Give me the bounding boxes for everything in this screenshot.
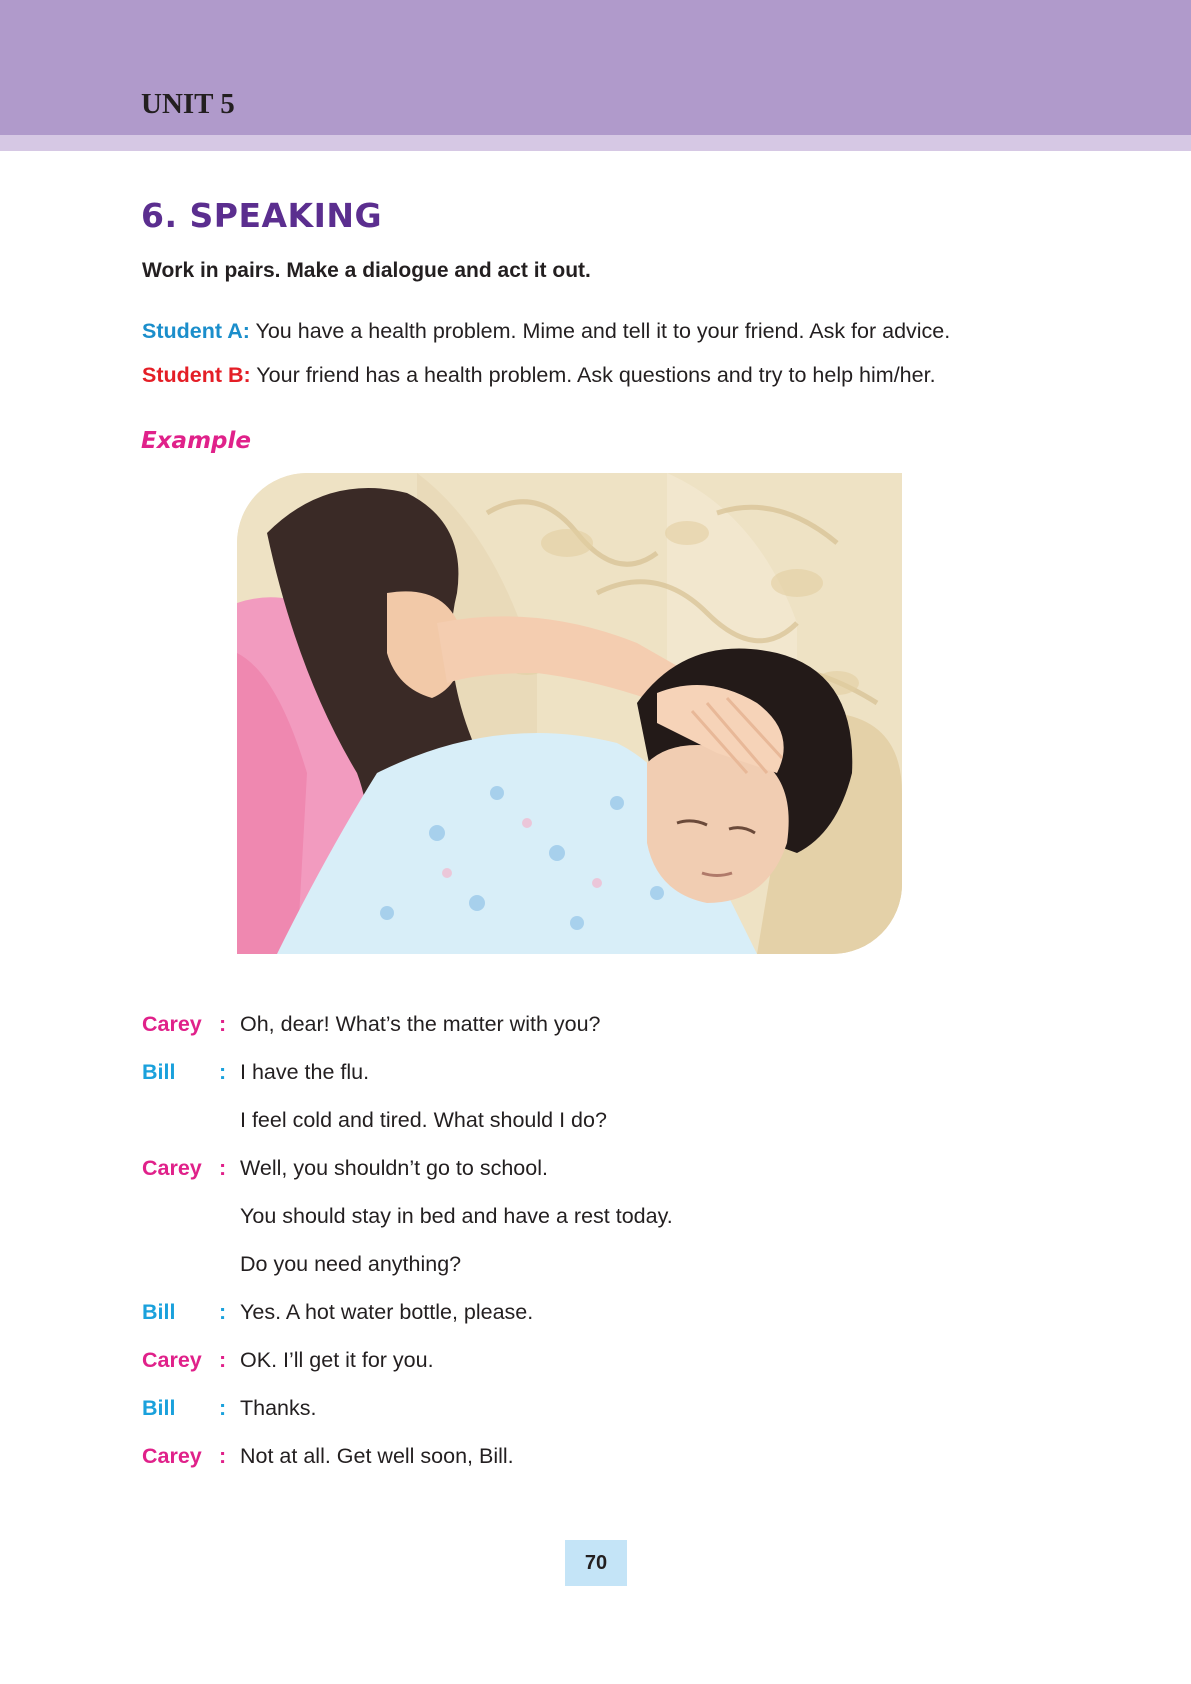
dialogue-row — [142, 1444, 1042, 1492]
dialogue-line: Thanks. — [240, 1396, 317, 1420]
speaker-name: Carey — [142, 1348, 202, 1372]
dialogue-line: I feel cold and tired. What should I do? — [240, 1108, 607, 1132]
section-title: 6. SPEAKING — [141, 196, 383, 235]
dialogue-line: Do you need anything? — [240, 1252, 462, 1276]
speaker-name: Carey — [142, 1012, 202, 1036]
dialogue-line: Oh, dear! What’s the matter with you? — [240, 1012, 601, 1036]
dialogue-row — [142, 1396, 1042, 1444]
dialogue-row — [142, 1348, 1042, 1396]
page-number: 70 — [565, 1540, 627, 1586]
dialogue-line: OK. I’ll get it for you. — [240, 1348, 434, 1372]
dialogue-row — [142, 1012, 1042, 1060]
dialogue-line: You should stay in bed and have a rest today. — [240, 1204, 673, 1228]
speaker-colon: : — [219, 1444, 227, 1468]
speaker-colon: : — [219, 1348, 227, 1372]
example-label: Example — [141, 428, 251, 454]
dialogue-row — [142, 1252, 1042, 1300]
student-a-label: Student A: — [142, 319, 250, 343]
dialogue-row — [142, 1300, 1042, 1348]
unit-title: UNIT 5 — [141, 88, 235, 120]
dialogue-row — [142, 1156, 1042, 1204]
task-student-b — [142, 363, 936, 388]
student-b-label: Student B: — [142, 363, 251, 387]
speaker-colon: : — [219, 1012, 227, 1036]
dialogue-row — [142, 1204, 1042, 1252]
dialogue-line: Well, you shouldn’t go to school. — [240, 1156, 548, 1180]
task-student-a — [142, 319, 950, 344]
speaker-name: Bill — [142, 1300, 176, 1324]
dialogue-line: Not at all. Get well soon, Bill. — [240, 1444, 514, 1468]
instruction-text: Work in pairs. Make a dialogue and act it out. — [142, 259, 591, 282]
dialogue-row — [142, 1060, 1042, 1108]
speaker-name: Bill — [142, 1396, 176, 1420]
sick-boy-illustration — [237, 473, 902, 954]
dialogue-line: Yes. A hot water bottle, please. — [240, 1300, 534, 1324]
speaker-colon: : — [219, 1300, 227, 1324]
speaker-colon: : — [219, 1156, 227, 1180]
illustration-photo — [237, 473, 902, 954]
speaker-name: Carey — [142, 1156, 202, 1180]
dialogue-row — [142, 1108, 1042, 1156]
speaker-name: Carey — [142, 1444, 202, 1468]
dialogue — [142, 1012, 1042, 1492]
student-a-text: You have a health problem. Mime and tell it to your friend. Ask for advice. — [255, 319, 951, 343]
student-b-text: Your friend has a health problem. Ask questions and try to help him/her. — [256, 363, 936, 387]
speaker-colon: : — [219, 1060, 227, 1084]
header-stripe — [0, 135, 1191, 151]
speaker-colon: : — [219, 1396, 227, 1420]
dialogue-line: I have the flu. — [240, 1060, 370, 1084]
speaker-name: Bill — [142, 1060, 176, 1084]
